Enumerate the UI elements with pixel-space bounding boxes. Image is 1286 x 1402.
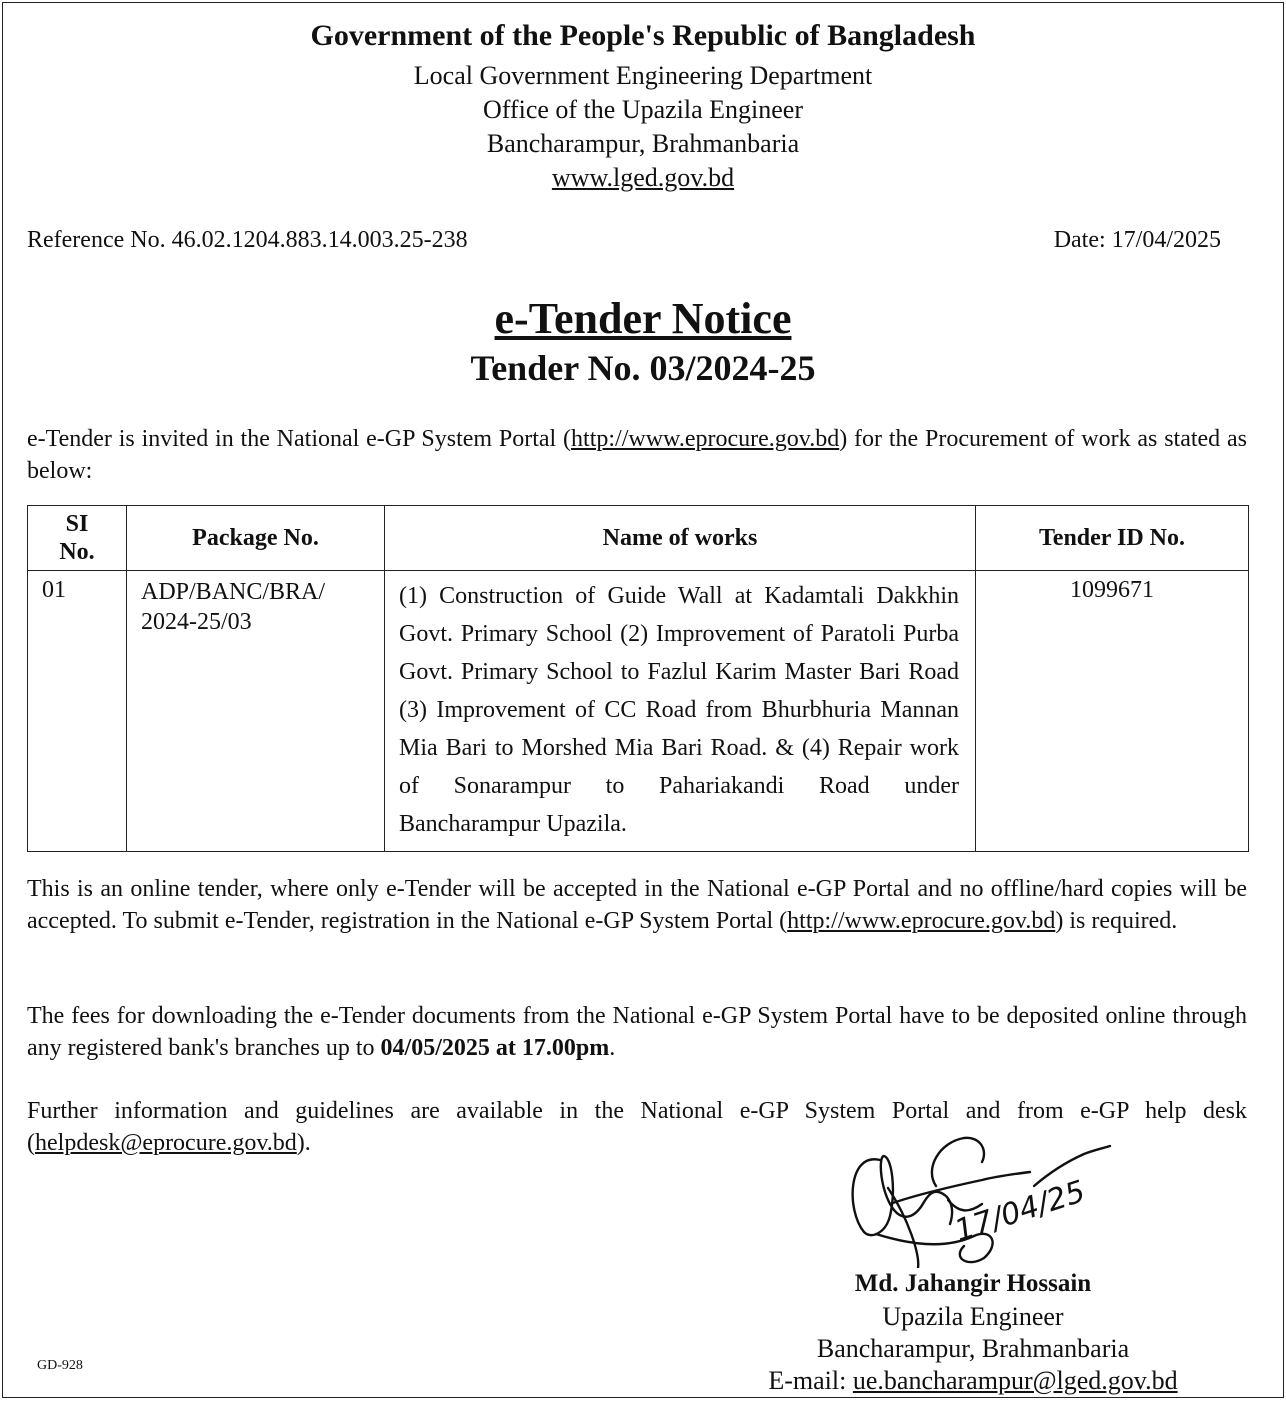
row-sl-no: 01 <box>28 571 127 852</box>
signatory-designation: Upazila Engineer <box>882 1302 1064 1331</box>
signatory-name: Md. Jahangir Hossain <box>854 1270 1092 1297</box>
deadline: 04/05/2025 at 17.00pm <box>380 1035 610 1061</box>
notice-date: Date: 17/04/2025 <box>1053 227 1221 253</box>
document-code: GD-928 <box>37 1358 83 1373</box>
tender-number: Tender No. 03/2024-25 <box>470 348 816 388</box>
header-name-of-works: Name of works <box>385 506 976 571</box>
further-info-paragraph: Further information and guidelines are available in the National e-GP System Portal and from e-GP help desk (helpdesk@eprocure.gov.bd). <box>27 1098 1247 1156</box>
eprocure-link[interactable]: http://www.eprocure.gov.bd <box>571 426 840 452</box>
website-link[interactable]: www.lged.gov.bd <box>551 163 735 192</box>
helpdesk-email-link[interactable]: helpdesk@eprocure.gov.bd <box>35 1130 297 1156</box>
intro-text-pre: e-Tender is invited in the National e-GP System Portal ( <box>27 426 572 452</box>
signatory-email-link[interactable]: ue.bancharampur@lged.gov.bd <box>852 1366 1178 1395</box>
row-package-no: ADP/BANC/BRA/ 2024-25/03 <box>127 571 385 852</box>
table-header-row <box>28 506 1249 571</box>
header-sl-no: SI No. <box>28 506 127 571</box>
signature-date: 17/04/25 <box>950 1173 1090 1249</box>
department-name: Local Government Engineering Department <box>413 61 873 90</box>
fees-paragraph: The fees for downloading the e-Tender documents from the National e-GP System Portal have to be deposited online through any registered bank's branches up to 04/05/2025 at 17.00pm. <box>27 1003 1247 1061</box>
header-tender-id: Tender ID No. <box>976 506 1249 571</box>
header-package-no: Package No. <box>127 506 385 571</box>
eprocure-link-2[interactable]: http://www.eprocure.gov.bd <box>787 908 1056 934</box>
intro-paragraph <box>27 423 1247 487</box>
table-row <box>28 571 1249 852</box>
intro-text-post: ) for the Procurement of work as stated as below: <box>27 426 1247 484</box>
notice-title: e-Tender Notice <box>494 294 792 343</box>
handwritten-signature <box>768 1128 1128 1268</box>
signatory-location: Bancharampur, Brahmanbaria <box>816 1334 1130 1363</box>
works-table <box>27 505 1249 852</box>
office-name: Office of the Upazila Engineer <box>482 95 804 124</box>
tender-notice-page <box>2 2 1284 1398</box>
office-location: Bancharampur, Brahmanbaria <box>486 129 800 158</box>
row-tender-id: 1099671 <box>976 571 1249 852</box>
signatory-email: E-mail: ue.bancharampur@lged.gov.bd <box>768 1366 1178 1395</box>
reference-number: Reference No. 46.02.1204.883.14.003.25-238 <box>27 227 468 253</box>
row-name-of-works: (1) Construction of Guide Wall at Kadamtali Dakkhin Govt. Primary School (2) Improvement of Paratoli Purba Govt. Primary School to Fazlul Karim Master Bari Road (3) Improvement of CC Road from Bhurbhuria Mannan Mia Bari to Morshed Mia Bari Road. & (4) Repair work of Sonarampur to Pahariakandi Road under Bancharampur Upazila. <box>385 571 976 852</box>
online-tender-paragraph: This is an online tender, where only e-Tender will be accepted in the National e-GP Portal and no offline/hard copies will be accepted. To submit e-Tender, registration in the National e-GP System Portal (http://www.eprocure.gov.bd) is required. <box>27 876 1247 934</box>
government-title: Government of the People's Republic of Bangladesh <box>310 19 976 52</box>
